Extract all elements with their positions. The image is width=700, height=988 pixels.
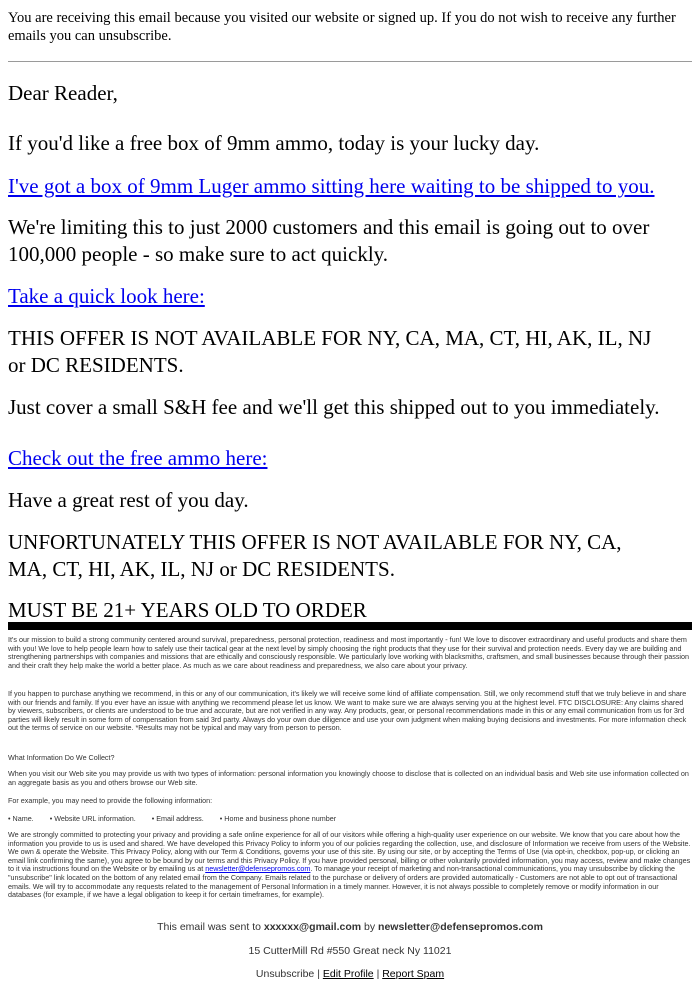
- footer-divider-bar: [8, 622, 692, 630]
- unsubscribe-link[interactable]: Unsubscribe: [255, 968, 315, 980]
- privacy-text-post: . To manage your receipt of marketing and non-transactional communications, you may unsubscribe by clicking the "unsubscribe" link located on the bottom of any related email from the Company. Emails related to the purchase or delivery of orders are provided automatically - Customers are not able to opt out of transactional emails. We will try to accommodate any requests related to the management of Personal Information in a timely manner. However, it is not always possible to completely remove or modify information in our databases (for example, if we have a legal obligation to keep it for certain timeframes, for example).: [8, 864, 678, 900]
- preheader-notice: You are receiving this email because you visited our website or signed up. If you do not wish to receive any further emails you can unsubscribe.: [8, 10, 676, 44]
- privacy-email-link[interactable]: newsletter@defensepromos.com: [205, 864, 311, 874]
- age-requirement: MUST BE 21+ YEARS OLD TO ORDER: [8, 598, 367, 622]
- header-divider: [8, 61, 692, 62]
- unfortunately-line1: UNFORTUNATELY THIS OFFER IS NOT AVAILABLE FOR NY, CA,: [8, 530, 622, 554]
- info-bullet-list: [8, 815, 692, 824]
- greeting: Dear Reader,: [8, 81, 118, 105]
- offer-restriction-line1: THIS OFFER IS NOT AVAILABLE FOR NY, CA, MA, CT, HI, AK, IL, NJ: [8, 326, 652, 350]
- footer-separator: |: [317, 968, 320, 980]
- recipient-email: xxxxxx@gmail.com: [263, 921, 362, 933]
- by-label: by: [364, 921, 376, 933]
- offer-restriction-line2: or DC RESIDENTS.: [8, 353, 184, 377]
- quick-look-link[interactable]: Take a quick look here:: [8, 284, 205, 308]
- farewell-text: Have a great rest of you day.: [8, 488, 249, 512]
- footer-links: [0, 968, 700, 980]
- affiliate-disclosure: If you happen to purchase anything we recommend, in this or any of our communication, it's likely we will receive some kind of affiliate compensation. Still, we only recommend stuff that we truly believe in and share with our friends and family. If you ever have an issue with anything we recommend please let us know. We want to make sure we are always serving you at the highest level. FTC DISCLOSURE: Any claims shared by viewers, subscribers, or clients are understood to be true and accurate, but are not verified in any way. Any products, gear, or personal recommendations made in this or any email communication from us for 3rd parties will likely result in some form of compensation from said 3rd party. Always do your own due diligence and use your own judgment when making buying decisions and investments. For more information check out the terms of service on our website. *Results may not be typical and may vary from person to person.: [8, 689, 687, 733]
- unfortunately-line2: MA, CT, HI, AK, IL, NJ or DC RESIDENTS.: [8, 557, 395, 581]
- limit-text-line2: 100,000 people - so make sure to act quickly.: [8, 242, 389, 266]
- bullet-url: • Website URL information.: [49, 814, 136, 823]
- shipping-fee-text: Just cover a small S&H fee and we'll get this shipped out to you immediately.: [8, 395, 660, 419]
- sent-to-line: [0, 921, 700, 933]
- sender-email: newsletter@defensepromos.com: [378, 921, 543, 933]
- free-ammo-link[interactable]: Check out the free ammo here:: [8, 446, 268, 470]
- report-spam-link[interactable]: Report Spam: [382, 968, 445, 980]
- privacy-heading: What Information Do We Collect?: [8, 753, 115, 762]
- bullet-name: • Name.: [8, 814, 34, 823]
- edit-profile-link[interactable]: Edit Profile: [322, 968, 374, 980]
- mission-paragraph: It's our mission to build a strong community centered around survival, preparedness, personal protection, readiness and most importantly - fun! We love to discover extraordinary and useful products and share them with you! We love to help people learn how to safely use their tactical gear at the next level by simply choosing the right products that they use for their survival and protection needs. Every day we are building and strengthening partnerships with companies and missions that are ethically and consciously responsible. We particularly love working with blacksmiths, craftsmen, and small businesses because through their passion and their craft they help make the world a better place. As much as we care about readiness and preparedness, we also care about your privacy.: [8, 635, 690, 670]
- privacy-text-pre: We are strongly committed to protecting your privacy and providing a safe online experience for all of our visitors while offering a high-quality user experience on our website. We know that you care about how the information you provide to us is used and shared. We have developed this Privacy Policy to inform you of our policies regarding the collection, use, and disclosure of Information we receive from users of the Website. We own & operate the Website. This Privacy Policy, along with our Term & Conditions, governs your use of this site. By using our site, or by accepting the Terms of Use (via opt-in, checkbox, pop-up, or clicking an email link confirming the same), you agree to be bound by our terms and this Privacy Policy. If you have provided personal, billing or other voluntarily provided information, you may access, review and make changes to it via instructions found on the Website or by emailing us at: [8, 830, 691, 874]
- ammo-offer-link[interactable]: I've got a box of 9mm Luger ammo sitting here waiting to be shipped to you.: [8, 174, 655, 198]
- sent-to-label: This email was sent to: [157, 921, 261, 933]
- limit-text-line1: We're limiting this to just 2000 customers and this email is going out to over: [8, 215, 650, 239]
- privacy-paragraph: [8, 831, 692, 900]
- example-text: For example, you may need to provide the following information:: [8, 796, 213, 805]
- bullet-phone: • Home and business phone number: [219, 814, 337, 823]
- mailing-address: 15 CutterMill Rd #550 Great neck Ny 11021: [248, 945, 452, 957]
- bullet-email: • Email address.: [151, 814, 204, 823]
- collect-paragraph: When you visit our Web site you may provide us with two types of information: personal information you knowingly choose to disclose that is collected on an individual basis and Web site use information collected on an aggregate basis as you and others browse our Web site.: [8, 769, 689, 787]
- intro-text: If you'd like a free box of 9mm ammo, today is your lucky day.: [8, 131, 540, 155]
- footer-separator: |: [376, 968, 380, 980]
